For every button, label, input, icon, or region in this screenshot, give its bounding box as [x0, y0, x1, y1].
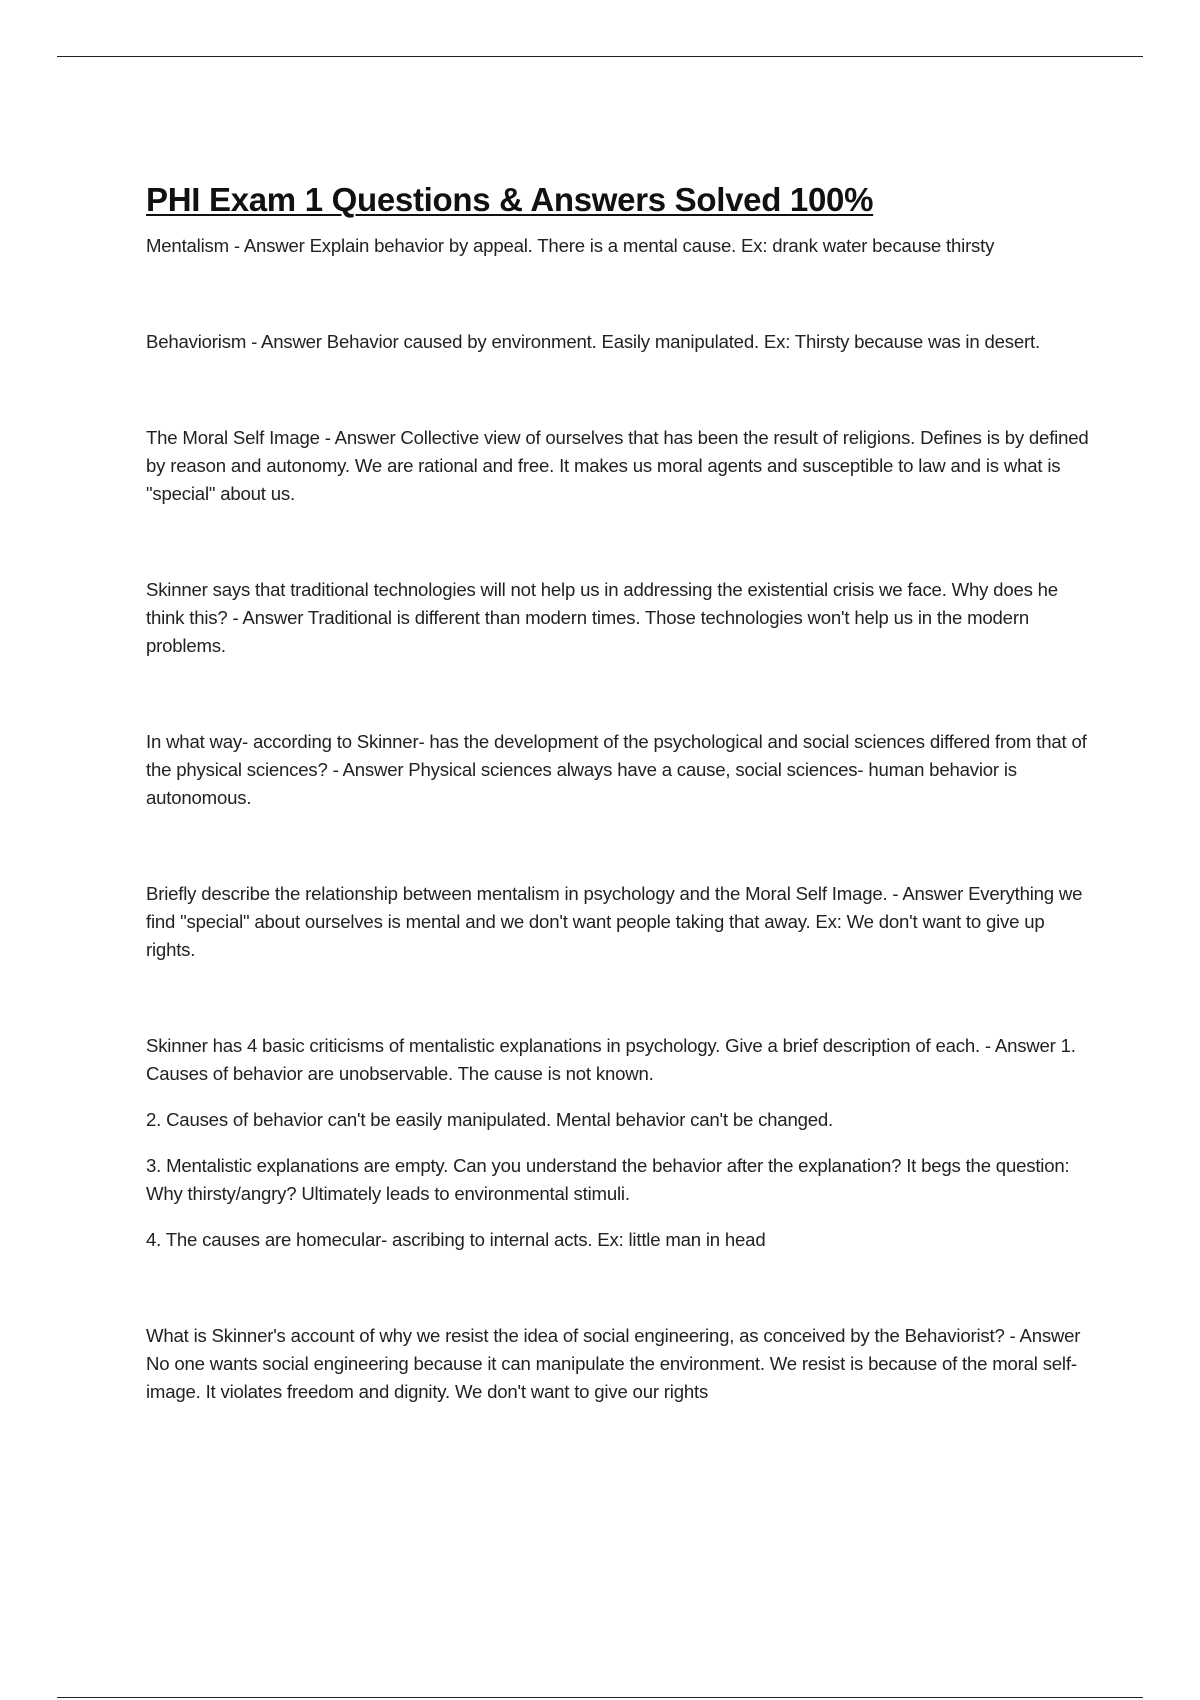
qa-social-engineering: What is Skinner's account of why we resist the idea of social engineering, as conceived by the Behaviorist? - Answer No one wants social engineering because it can manipulate the environment. We resist is because of the moral self-image. It violates freedom and dignity. We don't want to give our rights	[146, 1325, 1081, 1402]
qa-mentalism: Mentalism - Answer Explain behavior by appeal. There is a mental cause. Ex: drank water because thirsty	[146, 235, 995, 256]
document-title: PHI Exam 1 Questions & Answers Solved 100%	[146, 181, 874, 218]
criticism-2: 2. Causes of behavior can't be easily manipulated. Mental behavior can't be changed.	[146, 1109, 833, 1130]
qa-behaviorism: Behaviorism - Answer Behavior caused by environment. Easily manipulated. Ex: Thirsty because was in desert.	[146, 331, 1040, 352]
criticism-3: 3. Mentalistic explanations are empty. Can you understand the behavior after the explanation? It begs the question: Why thirsty/angry? Ultimately leads to environmental stimuli.	[146, 1155, 1070, 1204]
qa-sciences-development: In what way- according to Skinner- has the development of the psychological and social sciences differed from that of the physical sciences? - Answer Physical sciences always have a cause, social sciences- human behavior is autonomous.	[146, 731, 1087, 808]
qa-traditional-technologies: Skinner says that traditional technologies will not help us in addressing the existential crisis we face. Why does he think this? - Answer Traditional is different than modern times. Those technologies won't help us in the modern problems.	[146, 579, 1058, 656]
footer-rule	[57, 1697, 1143, 1698]
header-rule	[57, 56, 1143, 57]
qa-mentalism-moral-self-image: Briefly describe the relationship between mentalism in psychology and the Moral Self Image. - Answer Everything we find "special" about ourselves is mental and we don't want people taking that away. Ex: We don't want to give up rights.	[146, 883, 1083, 960]
qa-four-criticisms: Skinner has 4 basic criticisms of mentalistic explanations in psychology. Give a brief description of each. - Answer 1. Causes of behavior are unobservable. The cause is not known.	[146, 1035, 1076, 1084]
criticism-4: 4. The causes are homecular- ascribing to internal acts. Ex: little man in head	[146, 1229, 766, 1250]
qa-moral-self-image: The Moral Self Image - Answer Collective view of ourselves that has been the result of religions. Defines is by defined by reason and autonomy. We are rational and free. It makes us moral agents and susceptible to law and is what is "special" about us.	[146, 427, 1089, 504]
document-body	[146, 180, 1094, 1406]
